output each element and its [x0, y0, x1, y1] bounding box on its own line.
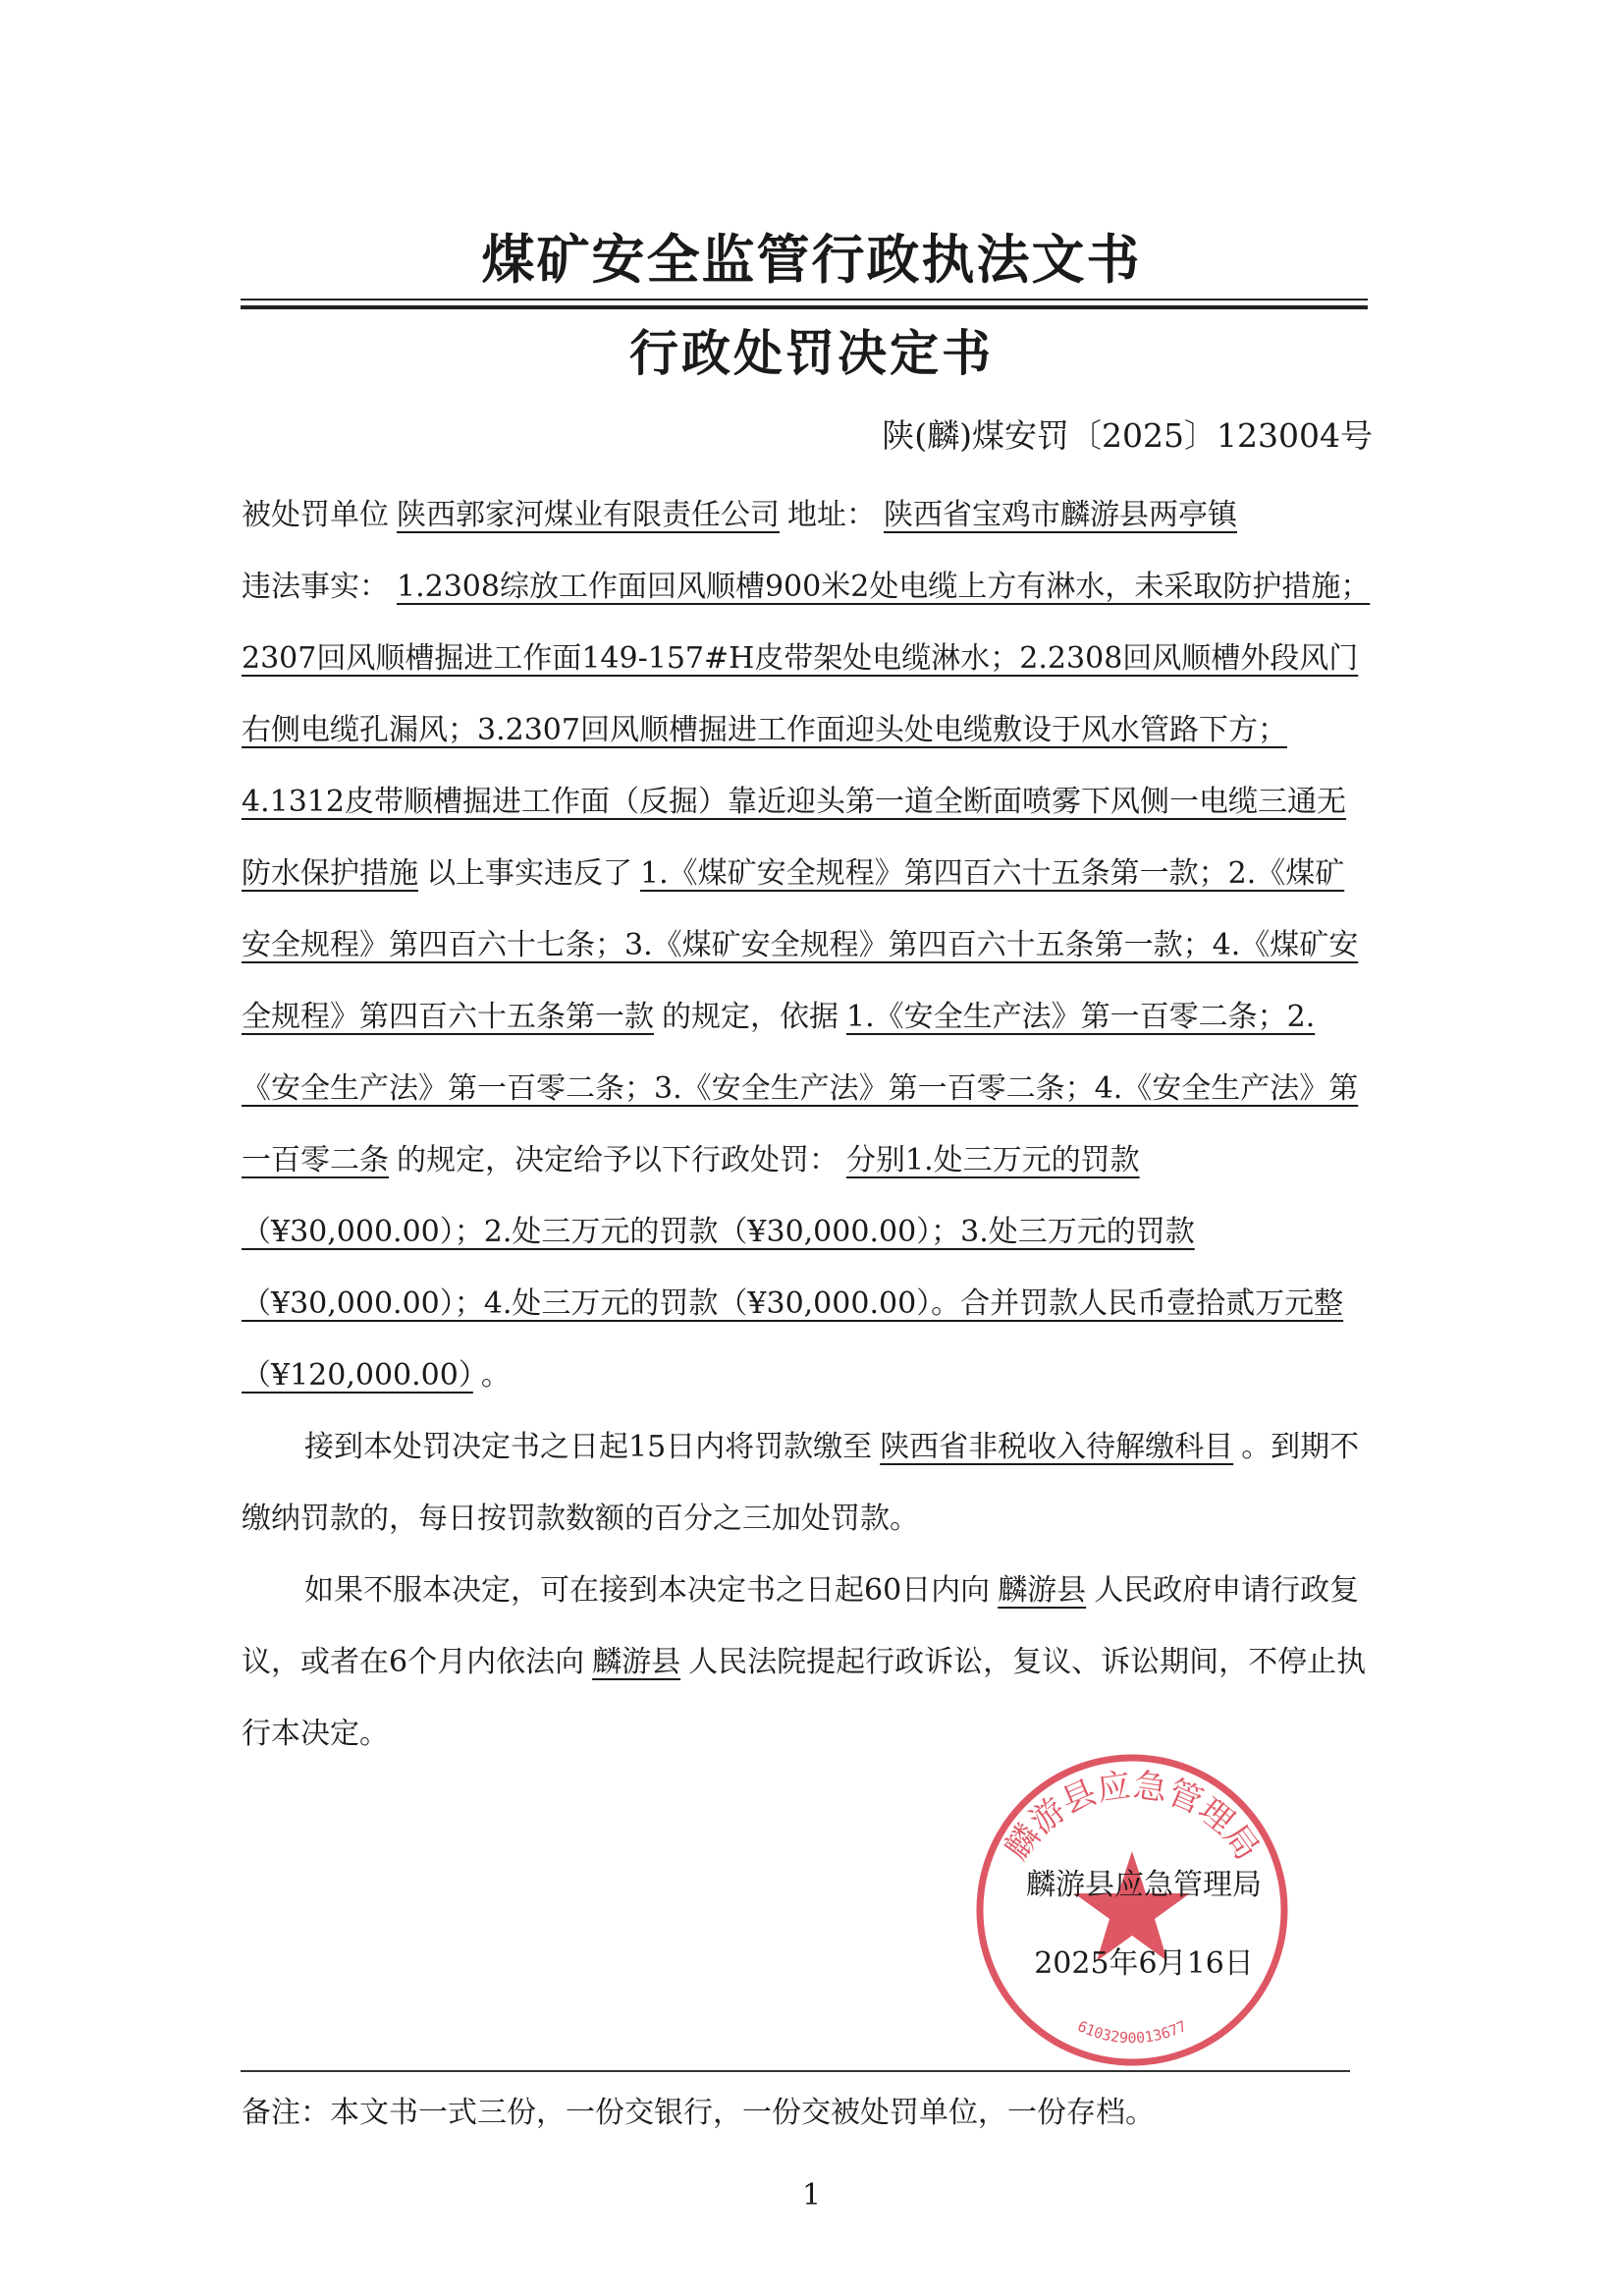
payment-suffix: 。到期不缴纳罚款的，每日按罚款数额的百分之三加处罚款。 — [242, 1430, 1360, 1536]
violated-label: 以上事实违反了 — [426, 856, 632, 891]
header-rule-thin — [241, 299, 1368, 301]
seal-arc-text: 麟游县应急管理局 — [998, 1766, 1267, 1868]
footer-note: 备注：本文书一式三份，一份交银行，一份交被处罚单位，一份存档。 — [242, 2096, 1155, 2130]
payment-account: 陕西省非税收入待解缴科目 — [880, 1430, 1234, 1464]
seal-code: 6103290013677 — [1074, 2017, 1190, 2048]
payment-paragraph — [242, 1411, 1371, 1555]
signature-block — [997, 1846, 1291, 2003]
appeal-paragraph — [242, 1555, 1371, 1770]
header-rule-thick — [241, 305, 1368, 309]
unit-name: 陕西郭家河煤业有限责任公司 — [397, 498, 780, 532]
penalty-text: 分别1.处三万元的罚款（¥30,000.00）；2.处三万元的罚款（¥30,000.00）；3.处三万元的罚款（¥30,000.00）；4.处三万元的罚款（¥30,000.00）。合并罚款人民币壹拾贰万元整（¥120,000.00） — [242, 1143, 1344, 1393]
document-number: 陕(麟)煤安罚〔2025〕123004号 — [882, 416, 1373, 455]
document-series-title: 煤矿安全监管行政执法文书 — [481, 229, 1142, 291]
appeal-suffix: 人民法院提起行政诉讼，复议、诉讼期间，不停止执行本决定。 — [242, 1645, 1367, 1751]
document-body — [242, 479, 1371, 1770]
facts-label: 违法事实： — [242, 570, 389, 604]
issuing-authority: 麟游县应急管理局 — [1026, 1868, 1262, 1902]
address-label: 地址： — [787, 498, 876, 532]
violated-suffix: 的规定， — [662, 1000, 780, 1034]
penalty-end: 。 — [480, 1358, 511, 1393]
page-number: 1 — [801, 2178, 822, 2213]
basis-suffix: 的规定，决定给予以下行政处罚： — [397, 1143, 839, 1177]
appeal-court: 麟游县 — [592, 1645, 681, 1679]
issue-date: 2025年6月16日 — [1034, 1946, 1254, 1981]
payment-prefix: 接到本处罚决定书之日起15日内将罚款缴至 — [304, 1430, 873, 1464]
party-paragraph — [242, 479, 1371, 551]
basis-label: 依据 — [780, 1000, 839, 1034]
legal-basis: 1.《安全生产法》第一百零二条；2.《安全生产法》第一百零二条；3.《安全生产法》第一百零二条；4.《安全生产法》第一百零二条 — [242, 1000, 1359, 1177]
unit-label: 被处罚单位 — [242, 498, 389, 532]
document-title: 行政处罚决定书 — [629, 325, 994, 382]
appeal-prefix: 如果不服本决定，可在接到本决定书之日起60日内向 — [304, 1573, 991, 1608]
facts-paragraph — [242, 551, 1371, 1411]
footer-rule — [241, 2070, 1350, 2072]
unit-address: 陕西省宝鸡市麟游县两亭镇 — [884, 498, 1237, 532]
violation-facts: 1.2308综放工作面回风顺槽900米2处电缆上方有淋水，未采取防护措施；2307回风顺槽掘进工作面149-157#H皮带架处电缆淋水；2.2308回风顺槽外段风门右侧电缆孔漏风；3.2307回风顺槽掘进工作面迎头处电缆敷设于风水管路下方；4.1312皮带顺槽掘进工作面（反掘）靠近迎头第一道全断面喷雾下风侧一电缆三通无防水保护措施 — [242, 570, 1371, 891]
appeal-mid: 人民政府申请行政复议，或者在6个月内依法向 — [242, 1573, 1360, 1679]
appeal-government: 麟游县 — [998, 1573, 1087, 1608]
violated-provisions: 1.《煤矿安全规程》第四百六十五条第一款；2.《煤矿安全规程》第四百六十七条；3.《煤矿安全规程》第四百六十五条第一款；4.《煤矿安全规程》第四百六十五条第一款 — [242, 856, 1359, 1034]
